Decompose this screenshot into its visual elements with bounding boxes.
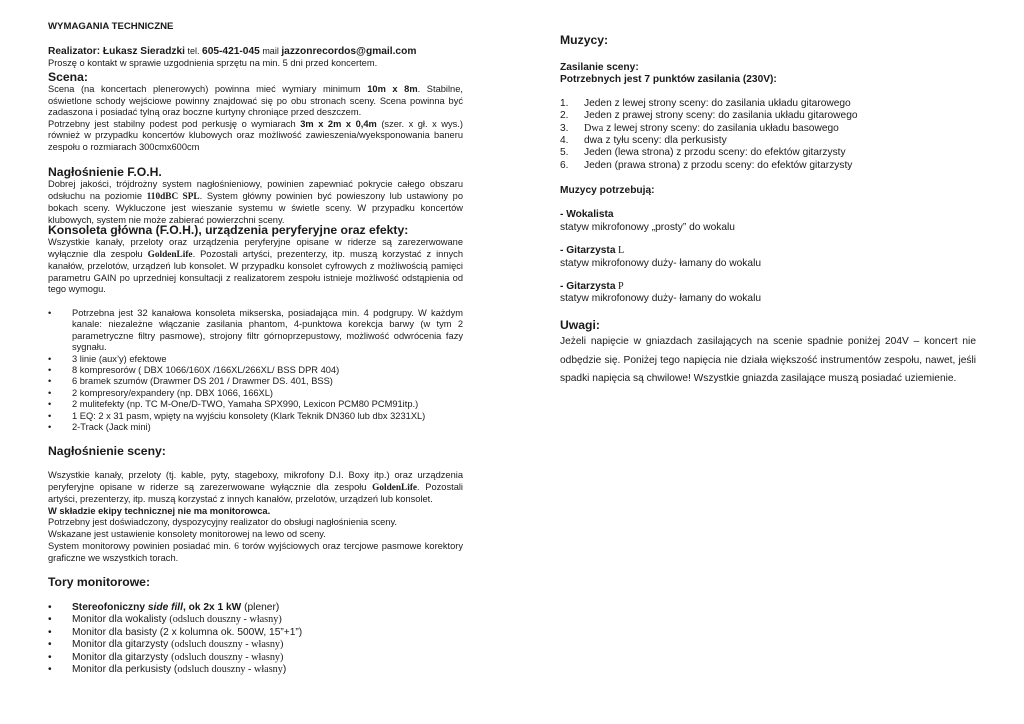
sceny-text: Wszystkie kanały, przeloty (tj. kable, pyty, stageboxy, mikrofony D.I. Boxy itp.) oraz urządzenia peryferyjne opisane w riderze są zarezerwowane wyłącznie dla zespołu	[48, 470, 463, 492]
list-item	[48, 652, 463, 664]
section-uwagi	[560, 318, 976, 389]
section-potrzebuja	[560, 185, 976, 306]
tory-text: Stereofoniczny	[72, 602, 148, 613]
section-heading-scena: Scena:	[48, 70, 88, 84]
power-number: 2.	[560, 110, 569, 122]
list-item: • Potrzebna jest 32 kanałowa konsoleta mikserska, posiadająca min. 4 podgrupy. W każdym kanale: niezależne włączanie zasilania phantom, 4-punktowa korekcja barwy (w tym 2 parametryczne filtry pasmowe), strojony filtr górnoprzepustowy, możliwość odwrócenia fazy sygnału.	[48, 308, 463, 354]
section-foh	[48, 165, 463, 226]
power-number: 5.	[560, 147, 569, 159]
tory-text: )	[282, 664, 287, 676]
musician-side: P	[615, 281, 624, 293]
power-item	[560, 123, 976, 135]
tory-text: side fill	[147, 602, 183, 613]
musician-name	[560, 209, 976, 221]
sceny-bold-line: W składzie ekipy technicznej nie ma monitorowca.	[48, 505, 271, 516]
list-item: • 2-Track (Jack mini)	[48, 422, 463, 433]
scena-paragraph-1	[48, 84, 463, 119]
musician-need: statyw mikrofonowy duży- łamany do wokalu	[560, 293, 761, 305]
contact-block	[48, 45, 463, 70]
konsoleta-paragraph	[48, 237, 463, 296]
sceny-text: System monitorowy powinien posiadać min.	[48, 540, 235, 551]
list-item	[48, 602, 463, 614]
power-text: dwa z tyłu sceny: dla perkusisty	[584, 135, 727, 147]
list-item: • 3 linie (aux’y) efektowe	[48, 354, 463, 365]
section-heading-konsoleta: Konsoleta główna (F.O.H.), urządzenia peryferyjne oraz efekty:	[48, 223, 409, 237]
power-item	[560, 98, 976, 110]
musician-label: - Wokalista	[560, 209, 614, 221]
band-name: GoldenLife	[147, 249, 193, 260]
mail-prefix: mail	[259, 46, 282, 56]
zasilanie-heading: Zasilanie sceny:	[560, 62, 639, 73]
foh-spl: 110dBC SPL	[146, 191, 200, 202]
musician-side: L	[615, 245, 625, 257]
foh-text: . System główny powinien być powieszony lub ustawiony po bokach sceny. Wykluczone jest wieszanie systemu w świetle sceny. W przypadku koncertów klubowych, system nie może zabierać powierzchni sceny.	[48, 190, 463, 225]
konsoleta-text: . Pozostali artyści, prezenterzy, itp. muszą korzystać z innych kanałów, przelotów, urządzeń lub konsolet. W przypadku konsolet cyfrowych z możliwością pamięci parametru GAIN po uprzedniej konsultacji z realizatorem zespołu istnieje możliwość odstąpienia od tego wymogu.	[48, 248, 463, 295]
section-scena	[48, 70, 463, 154]
sceny-line: Potrzebny jest doświadczony, dyspozycyjny realizator do obsługi nagłośnienia sceny.	[48, 517, 397, 528]
musician-label: - Gitarzysta	[560, 281, 616, 293]
musician-need: statyw mikrofonowy „prosty” do wokalu	[560, 221, 735, 233]
tory-text: Monitor dla perkusisty (	[72, 664, 178, 676]
section-konsoleta	[48, 223, 463, 433]
foh-text: Dobrej jakości, trójdrożny system nagłośnieniowy, powinien zapewniać pokrycie całego obszaru odsłuchu na poziomie	[48, 179, 463, 201]
scena-paragraph-2	[48, 119, 463, 154]
scena-dimension: 10m x 8m	[367, 84, 418, 94]
power-number: 6.	[560, 159, 569, 171]
podest-dimension: 3m x 2m x 0,4m	[300, 118, 377, 129]
power-item	[560, 160, 976, 172]
tory-text: Monitor dla gitarzysty	[72, 639, 172, 651]
list-item: • 8 kompresorów ( DBX 1066/160X /166XL/266XL/ BSS DPR 404)	[48, 365, 463, 376]
section-heading-muzycy: Muzycy:	[560, 33, 609, 47]
tory-text: Monitor dla wokalisty	[72, 614, 170, 626]
tory-text: Monitor dla gitarzysty	[72, 651, 172, 663]
section-heading-sceny: Nagłośnienie sceny:	[48, 444, 166, 458]
sceny-paragraph	[48, 470, 463, 506]
uwagi-paragraph: Jeżeli napięcie w gniazdach zasilających na scenie spadnie poniżej 204V – koncert nie odbędzie się. Poniżej tego napięcia nie działa większość instrumentów zespołu, nawet, jeśli spadki napięcia są chwilowe! Wszystkie gniazda zasilające muszą posiadać uziemienie.	[560, 336, 976, 385]
list-item: • 2 mulitefekty (np. TC M-One/D-TWO, Yamaha SPX990, Lexicon PCM80 PCM91itp.)	[48, 399, 463, 410]
musician-need: statyw mikrofonowy duży- łamany do wokalu	[560, 257, 761, 269]
konsoleta-text: Wszystkie kanały, przeloty oraz urządzenia peryferyjne opisane w riderze są zarezerwowane wyłącznie dla zespołu	[48, 237, 463, 259]
power-item	[560, 110, 976, 122]
power-text: Jeden (lewa strona) z przodu sceny: do efektów gitarzysty	[584, 147, 846, 159]
scena-text: Potrzebny jest stabilny podest pod perkusję o wymiarach	[48, 118, 301, 129]
contact-label: Realizator: Łukasz Sieradzki	[48, 46, 186, 57]
sceny-text: torów wyjściowych oraz tercjowe pasmowe korektory graficzne we wszystkich torach.	[48, 540, 463, 564]
section-heading-uwagi: Uwagi:	[560, 318, 600, 332]
document-title: WYMAGANIA TECHNICZNE	[48, 21, 174, 32]
scena-text: Scena (na koncertach plenerowych) powinna mieć wymiary minimum	[48, 84, 368, 94]
power-list	[560, 98, 976, 172]
list-item: • 1 EQ: 2 x 31 pasm, wpięty na wyjściu konsolety (Klark Teknik DN360 lub dbx 3231XL)	[48, 411, 463, 422]
section-heading-foh: Nagłośnienie F.O.H.	[48, 165, 162, 179]
sceny-text: . Pozostali artyści, prezenterzy, itp. muszą korzystać z innych kanałów, przelotów, urządzeń lub konsolet.	[48, 481, 463, 505]
tory-list	[48, 602, 463, 676]
contact-line	[48, 45, 463, 58]
list-item	[48, 639, 463, 651]
section-sceny	[48, 444, 463, 565]
list-item: • 6 bramek szumów (Drawmer DS 201 / Drawmer DS. 401, BSS)	[48, 376, 463, 387]
tory-note: (odsluch douszny - własny)	[169, 614, 282, 626]
section-tory	[48, 575, 463, 676]
power-item	[560, 135, 976, 147]
tory-note: (odsluch douszny - własny)	[171, 651, 284, 663]
musician-name	[560, 245, 976, 257]
musician-name	[560, 281, 976, 293]
power-number: 4.	[560, 135, 569, 147]
list-item: • 2 kompresory/expandery (np. DBX 1066, 166XL)	[48, 388, 463, 399]
sceny-line	[48, 541, 463, 565]
sceny-line: Wskazane jest ustawienie konsolety monitorowej na lewo od sceny.	[48, 528, 326, 539]
tory-note: odsluch douszny - własny	[177, 664, 283, 676]
power-text: Jeden (prawa strona) z przodu sceny: do efektów gitarzysty	[584, 159, 853, 171]
section-heading-tory: Tory monitorowe:	[48, 575, 151, 589]
power-number: 1.	[560, 97, 569, 109]
power-text: Jeden z lewej strony sceny: do zasilania układu gitarowego	[584, 97, 851, 109]
power-item	[560, 147, 976, 159]
power-text: Dwa	[584, 122, 604, 134]
band-name: GoldenLife	[372, 482, 418, 493]
tory-text: , ok 2x 1 kW	[182, 602, 242, 613]
contact-note: Proszę o kontakt w sprawie uzgodnienia sprzętu na min. 5 dni przed koncertem.	[48, 58, 378, 69]
musician-label: - Gitarzysta	[560, 245, 616, 257]
power-text: Jeden z prawej strony sceny: do zasilania układu gitarowego	[584, 110, 858, 122]
foh-paragraph	[48, 179, 463, 226]
list-item: • Monitor dla basisty (2 x kolumna ok. 500W, 15”+1”)	[48, 627, 463, 639]
zasilanie-sub: Potrzebnych jest 7 punktów zasilania (230V):	[560, 74, 777, 86]
tel-prefix: tel.	[185, 46, 203, 56]
sceny-number: 6	[234, 541, 239, 552]
list-item	[48, 664, 463, 676]
power-text: z lewej strony sceny: do zasilania układu basowego	[603, 122, 839, 134]
potrzebuja-heading: Muzycy potrzebują:	[560, 185, 655, 196]
tory-text: (plener)	[241, 602, 280, 613]
tory-note: (odsluch douszny - własny)	[171, 639, 284, 651]
power-number: 3.	[560, 122, 569, 134]
konsoleta-list	[48, 308, 463, 433]
list-item	[48, 614, 463, 626]
scena-text: (szer. x gł. x wys.) również w przypadku koncertów klubowych oraz możliwość zawieszenia/wyeksponowania baneru zespołu o rozmiarach 300cmx600cm	[48, 118, 463, 152]
contact-email[interactable]: jazzonrecordos@gmail.com	[281, 46, 417, 57]
contact-phone: 605-421-045	[202, 46, 260, 57]
section-zasilanie	[560, 62, 976, 172]
scena-text: . Stabilne, oświetlone schody wejściowe powinny znajdować się po obu stronach sceny. Scena powinna być zadaszona i posiadać tylną oraz boczne kurtyny chroniące przed deszczem.	[48, 84, 463, 118]
